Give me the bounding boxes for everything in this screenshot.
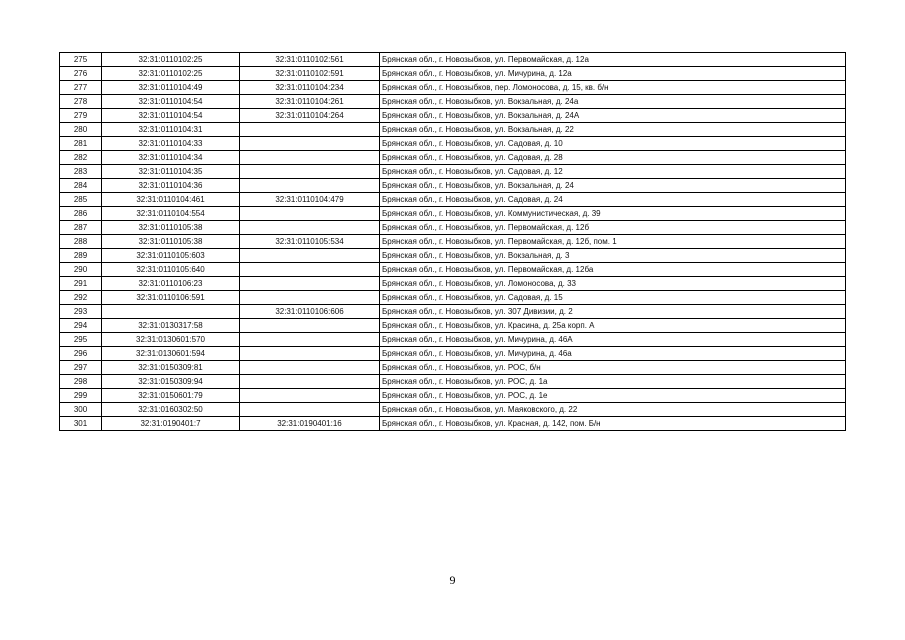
row-number-cell: 300 <box>60 403 102 417</box>
row-number-cell: 294 <box>60 319 102 333</box>
table-row <box>60 81 846 95</box>
cadastral-number-cell: 32:31:0110106:23 <box>102 277 240 291</box>
address-cell: Брянская обл., г. Новозыбков, ул. Первомайская, д. 12ба <box>380 263 846 277</box>
cadastral-number-secondary-cell <box>240 347 380 361</box>
table-row <box>60 263 846 277</box>
table-row <box>60 151 846 165</box>
cadastral-number-cell: 32:31:0110104:35 <box>102 165 240 179</box>
cadastral-number-secondary-cell: 32:31:0110104:261 <box>240 95 380 109</box>
cadastral-number-secondary-cell <box>240 319 380 333</box>
table-row <box>60 347 846 361</box>
cadastral-number-cell: 32:31:0160302:50 <box>102 403 240 417</box>
row-number-cell: 293 <box>60 305 102 319</box>
cadastral-number-secondary-cell <box>240 137 380 151</box>
table-row <box>60 95 846 109</box>
table-row <box>60 417 846 431</box>
row-number-cell: 278 <box>60 95 102 109</box>
table-row <box>60 109 846 123</box>
table-row <box>60 221 846 235</box>
cadastral-number-secondary-cell <box>240 375 380 389</box>
table-row <box>60 319 846 333</box>
address-cell: Брянская обл., г. Новозыбков, ул. Первомайская, д. 12б, пом. 1 <box>380 235 846 249</box>
address-cell: Брянская обл., г. Новозыбков, ул. Вокзальная, д. 24а <box>380 95 846 109</box>
cadastral-number-cell: 32:31:0110104:33 <box>102 137 240 151</box>
cadastral-number-secondary-cell <box>240 123 380 137</box>
cadastral-number-cell: 32:31:0110104:49 <box>102 81 240 95</box>
cadastral-number-secondary-cell <box>240 403 380 417</box>
row-number-cell: 280 <box>60 123 102 137</box>
cadastral-number-secondary-cell <box>240 277 380 291</box>
table-row <box>60 277 846 291</box>
row-number-cell: 281 <box>60 137 102 151</box>
cadastral-number-cell: 32:31:0110106:591 <box>102 291 240 305</box>
table-row <box>60 207 846 221</box>
cadastral-number-cell: 32:31:0150601:79 <box>102 389 240 403</box>
row-number-cell: 297 <box>60 361 102 375</box>
cadastral-number-cell: 32:31:0110104:461 <box>102 193 240 207</box>
table-row <box>60 375 846 389</box>
table-row <box>60 165 846 179</box>
row-number-cell: 275 <box>60 53 102 67</box>
address-cell: Брянская обл., г. Новозыбков, ул. Коммунистическая, д. 39 <box>380 207 846 221</box>
cadastral-number-cell: 32:31:0110104:34 <box>102 151 240 165</box>
cadastral-number-secondary-cell: 32:31:0110102:591 <box>240 67 380 81</box>
table-row <box>60 137 846 151</box>
cadastral-number-cell: 32:31:0150309:94 <box>102 375 240 389</box>
address-cell: Брянская обл., г. Новозыбков, ул. Садовая, д. 12 <box>380 165 846 179</box>
cadastral-number-secondary-cell <box>240 249 380 263</box>
cadastral-number-cell: 32:31:0130601:594 <box>102 347 240 361</box>
row-number-cell: 295 <box>60 333 102 347</box>
table-row <box>60 249 846 263</box>
cadastral-number-cell <box>102 305 240 319</box>
table-row <box>60 291 846 305</box>
cadastral-number-cell: 32:31:0110104:54 <box>102 95 240 109</box>
address-cell: Брянская обл., г. Новозыбков, ул. Мичурина, д. 46А <box>380 333 846 347</box>
address-cell: Брянская обл., г. Новозыбков, ул. Вокзальная, д. 24 <box>380 179 846 193</box>
address-cell: Брянская обл., г. Новозыбков, ул. Маяковского, д. 22 <box>380 403 846 417</box>
row-number-cell: 279 <box>60 109 102 123</box>
table-body <box>60 53 846 431</box>
address-cell: Брянская обл., г. Новозыбков, ул. 307 Дивизии, д. 2 <box>380 305 846 319</box>
address-cell: Брянская обл., г. Новозыбков, ул. Первомайская, д. 12а <box>380 53 846 67</box>
cadastral-number-cell: 32:31:0150309:81 <box>102 361 240 375</box>
address-cell: Брянская обл., г. Новозыбков, ул. РОС, д. 1е <box>380 389 846 403</box>
row-number-cell: 285 <box>60 193 102 207</box>
cadastral-number-secondary-cell <box>240 291 380 305</box>
cadastral-number-secondary-cell <box>240 389 380 403</box>
row-number-cell: 284 <box>60 179 102 193</box>
address-cell: Брянская обл., г. Новозыбков, ул. Красина, д. 25а корп. А <box>380 319 846 333</box>
address-cell: Брянская обл., г. Новозыбков, ул. Вокзальная, д. 24А <box>380 109 846 123</box>
address-cell: Брянская обл., г. Новозыбков, ул. Ломоносова, д. 33 <box>380 277 846 291</box>
address-cell: Брянская обл., г. Новозыбков, пер. Ломоносова, д. 15, кв. б/н <box>380 81 846 95</box>
table-row <box>60 333 846 347</box>
address-cell: Брянская обл., г. Новозыбков, ул. РОС, д. 1а <box>380 375 846 389</box>
cadastral-number-cell: 32:31:0110105:38 <box>102 221 240 235</box>
cadastral-number-secondary-cell: 32:31:0110105:534 <box>240 235 380 249</box>
row-number-cell: 301 <box>60 417 102 431</box>
row-number-cell: 287 <box>60 221 102 235</box>
cadastral-number-secondary-cell: 32:31:0110106:606 <box>240 305 380 319</box>
address-cell: Брянская обл., г. Новозыбков, ул. Мичурина, д. 46а <box>380 347 846 361</box>
address-cell: Брянская обл., г. Новозыбков, ул. Мичурина, д. 12а <box>380 67 846 81</box>
cadastral-number-cell: 32:31:0190401:7 <box>102 417 240 431</box>
cadastral-number-cell: 32:31:0110102:25 <box>102 53 240 67</box>
row-number-cell: 291 <box>60 277 102 291</box>
address-cell: Брянская обл., г. Новозыбков, ул. Вокзальная, д. 3 <box>380 249 846 263</box>
row-number-cell: 277 <box>60 81 102 95</box>
address-cell: Брянская обл., г. Новозыбков, ул. Садовая, д. 24 <box>380 193 846 207</box>
cadastral-number-cell: 32:31:0110104:54 <box>102 109 240 123</box>
cadastral-number-cell: 32:31:0110105:603 <box>102 249 240 263</box>
address-cell: Брянская обл., г. Новозыбков, ул. Красная, д. 142, пом. Б/н <box>380 417 846 431</box>
table-row <box>60 123 846 137</box>
row-number-cell: 282 <box>60 151 102 165</box>
cadastral-number-cell: 32:31:0110105:640 <box>102 263 240 277</box>
table-row <box>60 403 846 417</box>
cadastral-number-secondary-cell <box>240 221 380 235</box>
table-row <box>60 305 846 319</box>
cadastral-number-secondary-cell: 32:31:0110104:234 <box>240 81 380 95</box>
cadastral-number-cell: 32:31:0110104:36 <box>102 179 240 193</box>
cadastral-number-cell: 32:31:0130317:58 <box>102 319 240 333</box>
row-number-cell: 296 <box>60 347 102 361</box>
cadastral-number-secondary-cell <box>240 179 380 193</box>
table-row <box>60 179 846 193</box>
cadastral-number-secondary-cell <box>240 151 380 165</box>
row-number-cell: 289 <box>60 249 102 263</box>
table-row <box>60 53 846 67</box>
address-cell: Брянская обл., г. Новозыбков, ул. РОС, б/н <box>380 361 846 375</box>
page-number: 9 <box>449 573 456 587</box>
cadastral-number-secondary-cell: 32:31:0110104:479 <box>240 193 380 207</box>
table-row <box>60 193 846 207</box>
row-number-cell: 292 <box>60 291 102 305</box>
table-row <box>60 67 846 81</box>
address-cell: Брянская обл., г. Новозыбков, ул. Первомайская, д. 12б <box>380 221 846 235</box>
cadastral-number-secondary-cell <box>240 263 380 277</box>
cadastral-number-secondary-cell <box>240 165 380 179</box>
row-number-cell: 286 <box>60 207 102 221</box>
cadastral-number-secondary-cell <box>240 207 380 221</box>
cadastral-number-cell: 32:31:0110102:25 <box>102 67 240 81</box>
row-number-cell: 276 <box>60 67 102 81</box>
cadastral-number-secondary-cell: 32:31:0110104:264 <box>240 109 380 123</box>
cadastral-number-cell: 32:31:0110104:554 <box>102 207 240 221</box>
cadastral-number-cell: 32:31:0130601:570 <box>102 333 240 347</box>
cadastral-number-secondary-cell <box>240 333 380 347</box>
cadastral-number-secondary-cell: 32:31:0190401:16 <box>240 417 380 431</box>
row-number-cell: 288 <box>60 235 102 249</box>
address-cell: Брянская обл., г. Новозыбков, ул. Садовая, д. 28 <box>380 151 846 165</box>
cadastral-number-cell: 32:31:0110105:38 <box>102 235 240 249</box>
property-table <box>59 52 846 431</box>
table-row <box>60 235 846 249</box>
table-row <box>60 389 846 403</box>
row-number-cell: 283 <box>60 165 102 179</box>
cadastral-number-cell: 32:31:0110104:31 <box>102 123 240 137</box>
cadastral-number-secondary-cell <box>240 361 380 375</box>
row-number-cell: 299 <box>60 389 102 403</box>
table-row <box>60 361 846 375</box>
row-number-cell: 298 <box>60 375 102 389</box>
address-cell: Брянская обл., г. Новозыбков, ул. Садовая, д. 10 <box>380 137 846 151</box>
row-number-cell: 290 <box>60 263 102 277</box>
address-cell: Брянская обл., г. Новозыбков, ул. Вокзальная, д. 22 <box>380 123 846 137</box>
cadastral-number-secondary-cell: 32:31:0110102:561 <box>240 53 380 67</box>
address-cell: Брянская обл., г. Новозыбков, ул. Садовая, д. 15 <box>380 291 846 305</box>
